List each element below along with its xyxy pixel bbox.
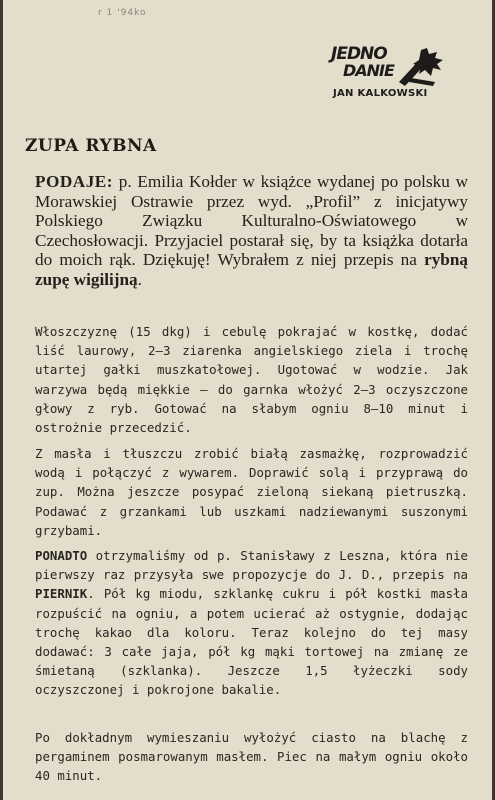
paragraph-text: Włoszczyznę (15 dkg) i cebulę pokrajać w kostkę, dodać liść laurowy, 2—3 ziarenka angielskiego ziela i trochę utartej gałki muszkatołowej. Ugotować w wodzie. Jak warzywa będą miękkie — do garnka włożyć 2—3 oczyszczone głowy z ryb. Gotować na słabym ogniu 8—10 minut i ostrożnie przecedzić.	[35, 324, 468, 436]
recipe-paragraph-1	[35, 322, 468, 437]
logo-line-1: JEDNO	[331, 44, 387, 64]
paragraph-strong: PIERNIK	[35, 586, 88, 602]
paragraph-text: Po dokładnym wymieszaniu wyłożyć ciasto na blachę z pergaminem posmarowanym masłem. Piec na małym ogniu około 40 minut.	[35, 730, 468, 784]
intro-emphasis: rybną zupę wigilijną	[35, 250, 468, 289]
paragraph-lead: PONADTO	[35, 548, 88, 563]
recipe-paragraph-2	[35, 444, 468, 540]
paragraph-text	[35, 546, 468, 700]
column-logo	[329, 46, 447, 110]
article-title: ZUPA RYBNA	[25, 136, 157, 156]
recipe-paragraph-3	[35, 546, 468, 700]
intro-text: p. Emilia Kołder w książce wydanej po polsku w Morawskiej Ostrawie przez wyd. „Profil” z inicjatywy Polskiego Związku Kulturalno-Oświatowego w Czechosłowacji. Przyjaciel postarał się, by ta książka dotarła do moich rąk. Dziękuję! Wybrałem z niej przepis na	[35, 172, 468, 269]
paragraph-part: . Pół kg miodu, szklankę cukru i pół kostki masła rozpuścić na ogniu, a potem ucierać aż ostygnie, dodając trochę kakao dla koloru. Teraz kolejno do tej masy dodawać: 3 całe jaja, pół kg mąki tortowej na zmianę ze śmietaną (szklanka). Jeszcze 1,5 łyżeczki sody oczyszczonej i pokrojone bakalie.	[35, 586, 468, 698]
intro-paragraph	[35, 172, 468, 289]
intro-end: .	[137, 269, 142, 289]
paragraph-text: Z masła i tłuszczu zrobić białą zasmażkę, rozprowadzić wodą i połączyć z wywarem. Doprawić solą i przyprawą do zup. Można jeszcze posypać zieloną siekaną pietruszką. Podawać z grzankami lub uszkami nadziewanymi suszonymi grzybami.	[35, 446, 468, 538]
paragraph-part: otrzymaliśmy od p. Stanisławy z Leszna, która nie pierwszy raz przysyła swe propozycje do J. D., przepis na	[35, 548, 468, 583]
logo-author: JAN KALKOWSKI	[333, 88, 428, 99]
intro-lead: PODAJE:	[35, 172, 113, 191]
logo-line-2: DANIE	[343, 61, 394, 80]
handwritten-note: r 1 '94ko	[98, 8, 147, 18]
recipe-paragraph-4	[35, 728, 468, 786]
fork-knife-icon	[391, 48, 445, 88]
